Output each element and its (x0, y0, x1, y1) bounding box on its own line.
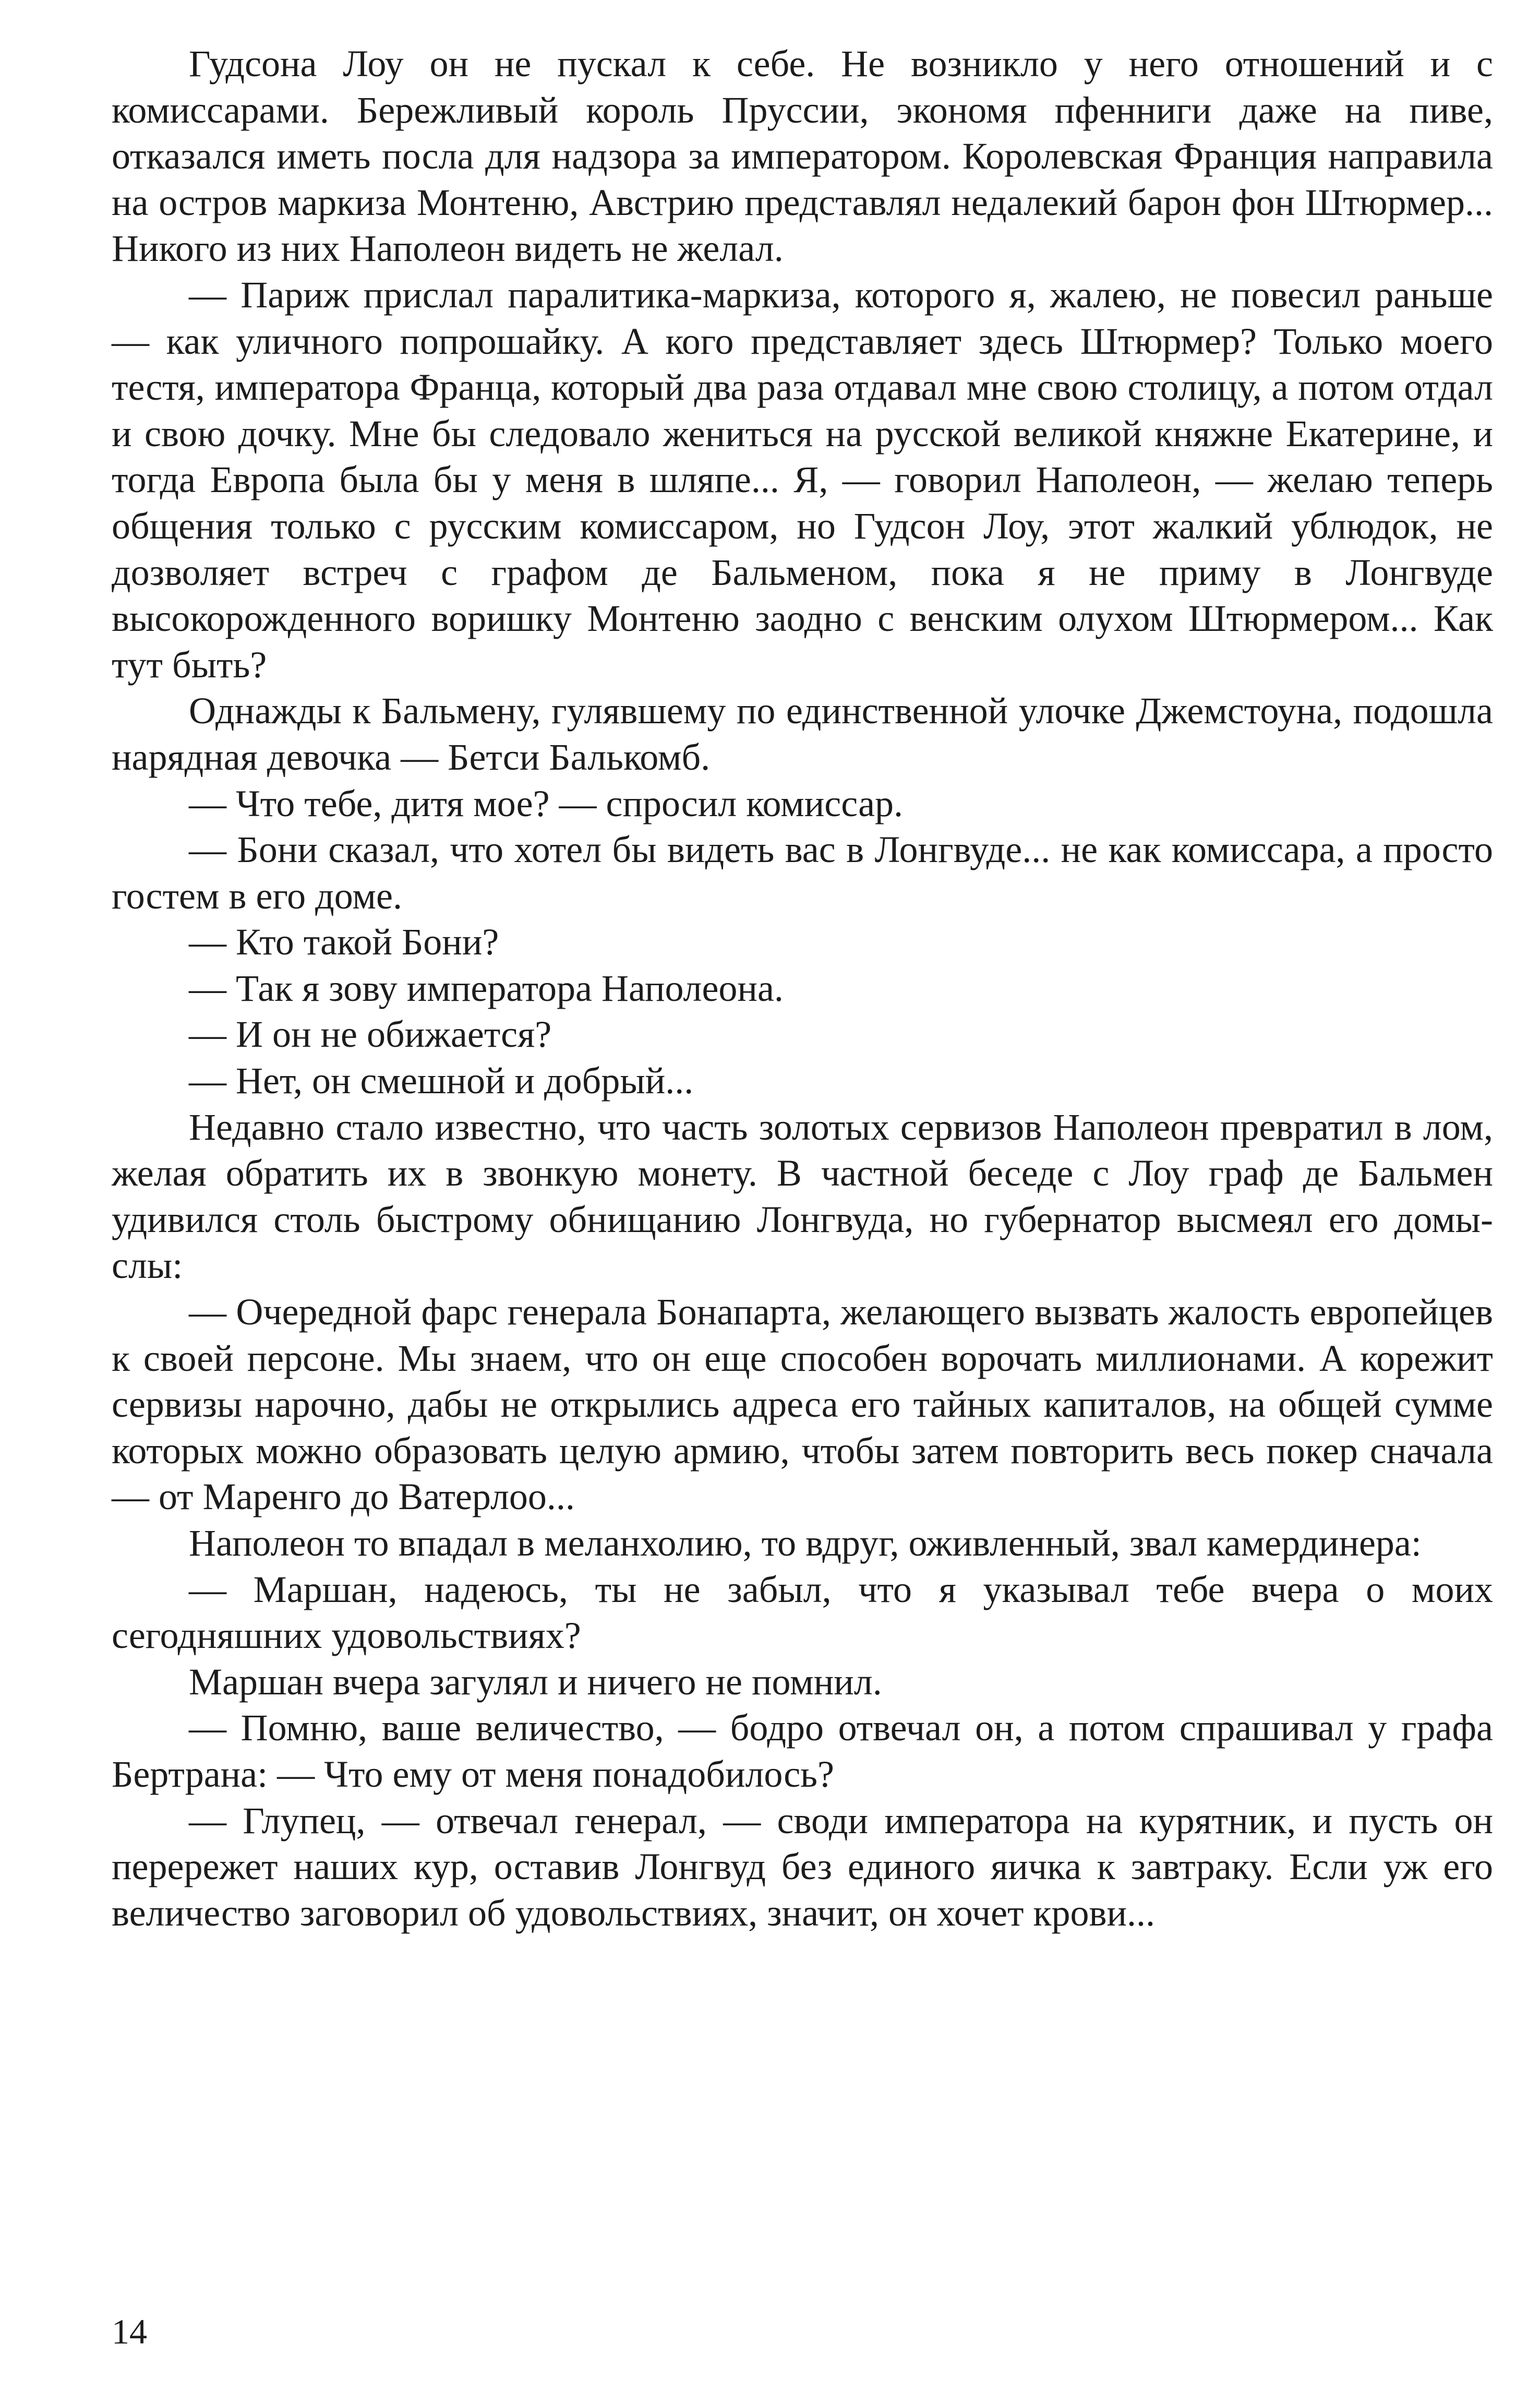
paragraph-8: — И он не обижается? (189, 1013, 552, 1056)
paragraph-6: — Кто такой Бони? (189, 921, 499, 963)
paragraph-16: — Глупец, — отвечал генерал, — своди императора на курятник, и пусть он перережет наших кур, оставив Лонгвуд без единого яичка к завтраку. Если уж его величество заговорил об удовольствиях, значит, он хочет крови... (112, 1799, 1493, 1934)
paragraph-12: Наполеон то впадал в меланхолию, то вдруг, оживленный, звал камердинера: (189, 1522, 1422, 1564)
paragraph-5: — Бони сказал, что хотел бы видеть вас в Лонгвуде... не как комиссара, а просто гостем в его доме. (112, 829, 1493, 917)
paragraph-11: — Очередной фарс генерала Бонапарта, желающего вызвать жалость европейцев к своей персоне. Мы знаем, что он еще способен ворочать миллионами. А корежит сервизы нарочно, дабы не открылись адреса его тайных капиталов, на общей сумме которых можно образовать целую армию, чтобы затем повторить весь покер сначала — от Маренго до Ватерлоо... (112, 1291, 1493, 1518)
paragraph-14: Маршан вчера загулял и ничего не помнил. (189, 1660, 882, 1703)
paragraph-10: Недавно стало известно, что часть золотых сервизов Наполеон превратил в лом, желая обратить их в звонкую монету. В частной беседе с Лоу граф де Бальмен удивился столь быстрому обнищанию Лонгвуда, но губернатор высмеял его домыслы: (112, 1106, 1493, 1287)
paragraph-1: Гудсона Лоу он не пускал к себе. Не возникло у него отношений и с комиссарами. Бережливый король Пруссии, экономя пфенниги даже на пиве, отказался иметь посла для надзора за императором. Королевская Франция направила на остров маркиза Монтеню, Австрию представлял недалекий барон фон Штюрмер... Никого из них Наполеон видеть не желал. (112, 43, 1493, 270)
paragraph-4: — Что тебе, дитя мое? — спросил комиссар. (189, 782, 904, 824)
page-number: 14 (112, 2312, 147, 2351)
paragraph-3: Однажды к Бальмену, гулявшему по единственной улочке Джемстоуна, подошла нарядная девочка — Бетси Балькомб. (112, 690, 1493, 778)
paragraph-9: — Нет, он смешной и добрый... (189, 1060, 694, 1102)
page-body (112, 41, 1493, 1936)
paragraph-2: — Париж прислал паралитика-маркиза, которого я, жалею, не повесил раньше — как уличного попрошайку. А кого представляет здесь Штюрмер? Только моего тестя, императора Франца, который два раза отдавал мне свою столицу, а потом отдал и свою дочку. Мне бы следовало жениться на русской великой княжне Екатерине, и тогда Европа была бы у меня в шляпе... Я, — говорил Наполеон, — желаю теперь общения только с русским комиссаром, но Гудсон Лоу, этот жалкий ублюдок, не дозволяет встреч с графом де Бальменом, пока я не приму в Лонгвуде высокорожденного воришку Монтеню заодно с венским олухом Штюрмером... Как тут быть? (112, 273, 1493, 686)
paragraph-15: — Помню, ваше величество, — бодро отвечал он, а потом спрашивал у графа Бертрана: — Что ему от меня понадобилось? (112, 1707, 1493, 1795)
paragraph-13: — Маршан, надеюсь, ты не забыл, что я указывал тебе вчера о моих сегодняшних удовольствиях? (112, 1568, 1493, 1657)
paragraph-7: — Так я зову императора Наполеона. (189, 967, 784, 1009)
